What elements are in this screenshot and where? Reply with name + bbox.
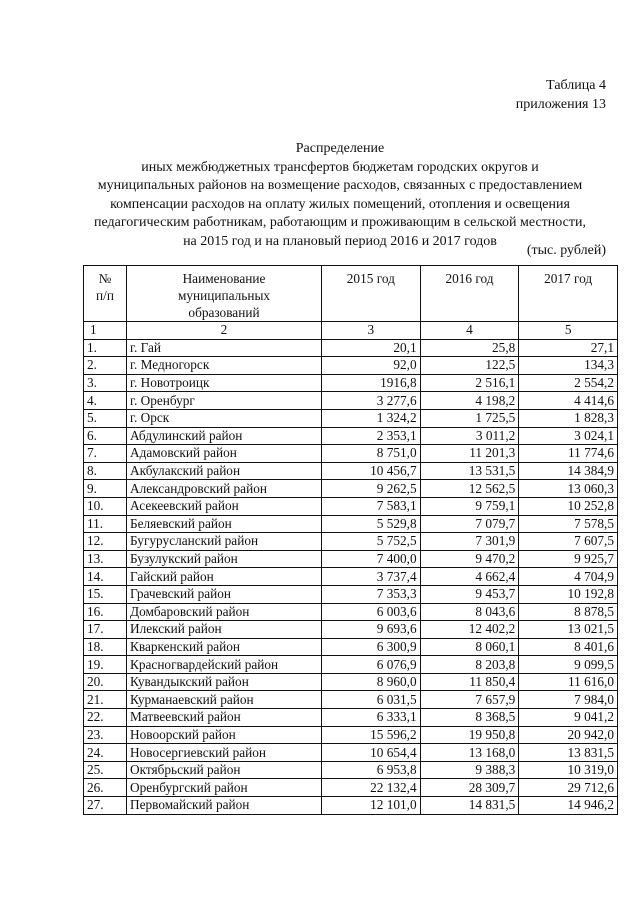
value-2015: 9 693,6 xyxy=(322,621,421,639)
value-2016: 9 470,2 xyxy=(420,550,519,568)
header-num: № п/п xyxy=(84,266,127,322)
row-number: 13. xyxy=(84,550,127,568)
value-2016: 8 203,8 xyxy=(420,656,519,674)
municipality-name: Октябрьский район xyxy=(127,761,322,779)
value-2016: 11 201,3 xyxy=(420,445,519,463)
municipality-name: Домбаровский район xyxy=(127,603,322,621)
municipality-name: Асекеевский район xyxy=(127,497,322,515)
municipality-name: г. Орск xyxy=(127,409,322,427)
municipality-name: Александровский район xyxy=(127,480,322,498)
value-2016: 28 309,7 xyxy=(420,779,519,797)
table-row xyxy=(84,726,618,744)
municipality-name: г. Оренбург xyxy=(127,392,322,410)
value-2015: 7 400,0 xyxy=(322,550,421,568)
value-2016: 7 657,9 xyxy=(420,691,519,709)
value-2015: 6 333,1 xyxy=(322,709,421,727)
value-2017: 14 946,2 xyxy=(519,797,618,815)
value-2015: 15 596,2 xyxy=(322,726,421,744)
table-row xyxy=(84,357,618,375)
table-row xyxy=(84,621,618,639)
title-line-2: иных межбюджетных трансфертов бюджетам городских округов и xyxy=(141,159,539,175)
value-2017: 2 554,2 xyxy=(519,374,618,392)
value-2017: 29 712,6 xyxy=(519,779,618,797)
value-2016: 8 060,1 xyxy=(420,638,519,656)
value-2015: 2 353,1 xyxy=(322,427,421,445)
municipality-name: Бугурусланский район xyxy=(127,533,322,551)
row-number: 8. xyxy=(84,462,127,480)
row-number: 22. xyxy=(84,709,127,727)
row-number: 9. xyxy=(84,480,127,498)
document-title xyxy=(60,140,620,251)
value-2015: 3 737,4 xyxy=(322,568,421,586)
value-2015: 5 529,8 xyxy=(322,515,421,533)
municipality-name: Акбулакский район xyxy=(127,462,322,480)
value-2015: 6 300,9 xyxy=(322,638,421,656)
table-caption xyxy=(516,76,606,114)
value-2015: 5 752,5 xyxy=(322,533,421,551)
value-2016: 7 301,9 xyxy=(420,533,519,551)
table-row xyxy=(84,779,618,797)
value-2015: 8 960,0 xyxy=(322,673,421,691)
value-2017: 10 192,8 xyxy=(519,585,618,603)
value-2015: 6 076,9 xyxy=(322,656,421,674)
value-2017: 7 984,0 xyxy=(519,691,618,709)
value-2017: 4 704,9 xyxy=(519,568,618,586)
distribution-table xyxy=(83,265,618,815)
row-number: 19. xyxy=(84,656,127,674)
table-row xyxy=(84,638,618,656)
value-2015: 92,0 xyxy=(322,357,421,375)
title-line-3: муниципальных районов на возмещение расходов, связанных с предоставлением xyxy=(97,178,583,193)
row-number: 5. xyxy=(84,409,127,427)
value-2017: 9 925,7 xyxy=(519,550,618,568)
value-2016: 11 850,4 xyxy=(420,673,519,691)
table-row xyxy=(84,515,618,533)
municipality-name: Новоорский район xyxy=(127,726,322,744)
municipality-name: Грачевский район xyxy=(127,585,322,603)
value-2017: 9 099,5 xyxy=(519,656,618,674)
row-number: 17. xyxy=(84,621,127,639)
value-2016: 14 831,5 xyxy=(420,797,519,815)
value-2016: 1 725,5 xyxy=(420,409,519,427)
column-number-row xyxy=(84,322,618,340)
title-line-5: педагогическим работникам, работающим и проживающим в сельской местности, xyxy=(94,215,586,230)
value-2015: 1916,8 xyxy=(322,374,421,392)
value-2017: 9 041,2 xyxy=(519,709,618,727)
value-2016: 8 043,6 xyxy=(420,603,519,621)
value-2015: 9 262,5 xyxy=(322,480,421,498)
row-number: 7. xyxy=(84,445,127,463)
municipality-name: Адамовский район xyxy=(127,445,322,463)
value-2015: 6 031,5 xyxy=(322,691,421,709)
table-row xyxy=(84,656,618,674)
units-label: (тыс. рублей) xyxy=(526,243,606,258)
row-number: 4. xyxy=(84,392,127,410)
table-row xyxy=(84,585,618,603)
colnum-3: 3 xyxy=(322,322,421,340)
table-row xyxy=(84,568,618,586)
value-2016: 9 388,3 xyxy=(420,761,519,779)
value-2017: 8 401,6 xyxy=(519,638,618,656)
value-2017: 13 831,5 xyxy=(519,744,618,762)
table-row xyxy=(84,462,618,480)
title-line-1: Распределение xyxy=(295,141,385,156)
row-number: 16. xyxy=(84,603,127,621)
row-number: 23. xyxy=(84,726,127,744)
value-2015: 10 654,4 xyxy=(322,744,421,762)
row-number: 10. xyxy=(84,497,127,515)
value-2016: 9 759,1 xyxy=(420,497,519,515)
table-row xyxy=(84,339,618,357)
value-2016: 13 531,5 xyxy=(420,462,519,480)
value-2017: 11 774,6 xyxy=(519,445,618,463)
municipality-name: Илекский район xyxy=(127,621,322,639)
row-number: 27. xyxy=(84,797,127,815)
municipality-name: Бузулукский район xyxy=(127,550,322,568)
table-row xyxy=(84,603,618,621)
municipality-name: Красногвардейский район xyxy=(127,656,322,674)
table-row xyxy=(84,497,618,515)
value-2016: 8 368,5 xyxy=(420,709,519,727)
header-2015: 2015 год xyxy=(322,266,421,322)
row-number: 26. xyxy=(84,779,127,797)
row-number: 11. xyxy=(84,515,127,533)
value-2016: 3 011,2 xyxy=(420,427,519,445)
table-row xyxy=(84,427,618,445)
value-2016: 12 562,5 xyxy=(420,480,519,498)
municipality-name: Гайский район xyxy=(127,568,322,586)
value-2017: 14 384,9 xyxy=(519,462,618,480)
table-row xyxy=(84,550,618,568)
table-row xyxy=(84,761,618,779)
row-number: 1. xyxy=(84,339,127,357)
value-2015: 10 456,7 xyxy=(322,462,421,480)
value-2015: 8 751,0 xyxy=(322,445,421,463)
table-row xyxy=(84,709,618,727)
value-2017: 4 414,6 xyxy=(519,392,618,410)
row-number: 18. xyxy=(84,638,127,656)
value-2017: 7 607,5 xyxy=(519,533,618,551)
municipality-name: Беляевский район xyxy=(127,515,322,533)
value-2016: 25,8 xyxy=(420,339,519,357)
municipality-name: Кувандыкский район xyxy=(127,673,322,691)
header-name: Наименование муниципальных образований xyxy=(127,266,322,322)
table-row xyxy=(84,533,618,551)
value-2015: 7 353,3 xyxy=(322,585,421,603)
appendix-label: приложения 13 xyxy=(515,97,606,112)
table-row xyxy=(84,691,618,709)
value-2015: 7 583,1 xyxy=(322,497,421,515)
colnum-2: 2 xyxy=(127,322,322,340)
municipality-name: Кваркенский район xyxy=(127,638,322,656)
value-2016: 4 198,2 xyxy=(420,392,519,410)
row-number: 12. xyxy=(84,533,127,551)
value-2017: 3 024,1 xyxy=(519,427,618,445)
row-number: 14. xyxy=(84,568,127,586)
table-label: Таблица 4 xyxy=(546,78,606,93)
value-2016: 9 453,7 xyxy=(420,585,519,603)
value-2017: 10 252,8 xyxy=(519,497,618,515)
table-header-row xyxy=(84,266,618,322)
municipality-name: г. Медногорск xyxy=(127,357,322,375)
value-2017: 7 578,5 xyxy=(519,515,618,533)
title-line-4: компенсации расходов на оплату жилых помещений, отопления и освещения xyxy=(110,196,570,212)
row-number: 20. xyxy=(84,673,127,691)
value-2016: 19 950,8 xyxy=(420,726,519,744)
table-row xyxy=(84,744,618,762)
row-number: 6. xyxy=(84,427,127,445)
value-2016: 122,5 xyxy=(420,357,519,375)
value-2017: 1 828,3 xyxy=(519,409,618,427)
table-row xyxy=(84,409,618,427)
row-number: 25. xyxy=(84,761,127,779)
title-line-6: на 2015 год и на плановый период 2016 и 2017 годов xyxy=(183,233,497,249)
colnum-5: 5 xyxy=(519,322,618,340)
value-2016: 7 079,7 xyxy=(420,515,519,533)
table-row xyxy=(84,673,618,691)
header-2017: 2017 год xyxy=(519,266,618,322)
municipality-name: г. Гай xyxy=(127,339,322,357)
row-number: 2. xyxy=(84,357,127,375)
row-number: 15. xyxy=(84,585,127,603)
value-2015: 6 953,8 xyxy=(322,761,421,779)
municipality-name: Новосергиевский район xyxy=(127,744,322,762)
municipality-name: Оренбургский район xyxy=(127,779,322,797)
row-number: 3. xyxy=(84,374,127,392)
table-row xyxy=(84,392,618,410)
value-2017: 10 319,0 xyxy=(519,761,618,779)
value-2015: 6 003,6 xyxy=(322,603,421,621)
municipality-name: Курманаевский район xyxy=(127,691,322,709)
colnum-1: 1 xyxy=(84,322,127,340)
value-2015: 12 101,0 xyxy=(322,797,421,815)
value-2015: 3 277,6 xyxy=(322,392,421,410)
value-2016: 4 662,4 xyxy=(420,568,519,586)
municipality-name: Матвеевский район xyxy=(127,709,322,727)
header-2016: 2016 год xyxy=(420,266,519,322)
value-2017: 8 878,5 xyxy=(519,603,618,621)
value-2017: 20 942,0 xyxy=(519,726,618,744)
value-2017: 13 021,5 xyxy=(519,621,618,639)
value-2015: 22 132,4 xyxy=(322,779,421,797)
municipality-name: Первомайский район xyxy=(127,797,322,815)
row-number: 21. xyxy=(84,691,127,709)
municipality-name: Абдулинский район xyxy=(127,427,322,445)
table-row xyxy=(84,480,618,498)
value-2017: 134,3 xyxy=(519,357,618,375)
value-2016: 2 516,1 xyxy=(420,374,519,392)
table-row xyxy=(84,797,618,815)
value-2016: 12 402,2 xyxy=(420,621,519,639)
row-number: 24. xyxy=(84,744,127,762)
value-2017: 11 616,0 xyxy=(519,673,618,691)
value-2016: 13 168,0 xyxy=(420,744,519,762)
value-2015: 1 324,2 xyxy=(322,409,421,427)
value-2017: 27,1 xyxy=(519,339,618,357)
colnum-4: 4 xyxy=(420,322,519,340)
table-row xyxy=(84,374,618,392)
value-2017: 13 060,3 xyxy=(519,480,618,498)
municipality-name: г. Новотроицк xyxy=(127,374,322,392)
table-row xyxy=(84,445,618,463)
value-2015: 20,1 xyxy=(322,339,421,357)
